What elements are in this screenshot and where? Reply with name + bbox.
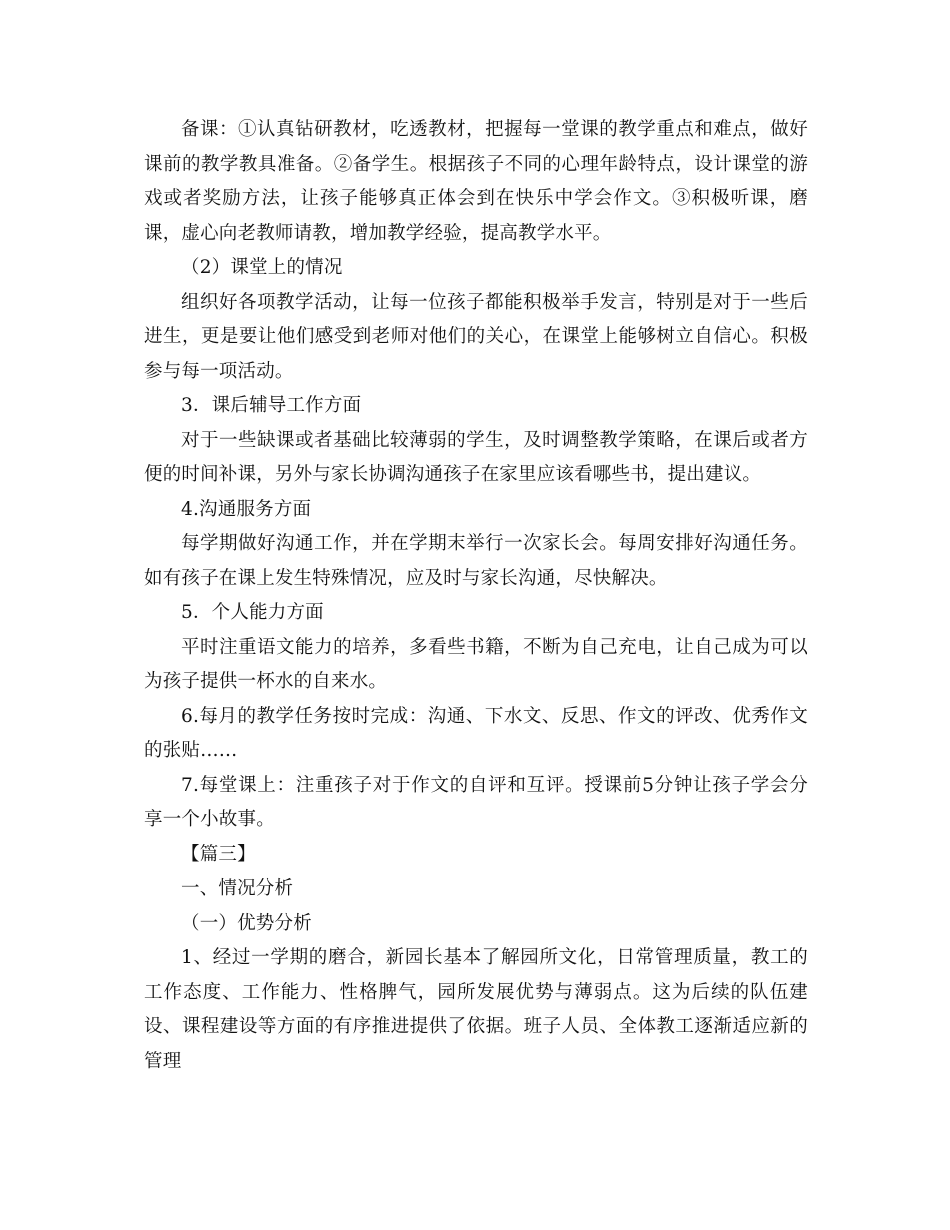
section-title-part-three: 【篇三】 [181,843,256,865]
paragraph-classroom-activities: 组织好各项教学活动，让每一位孩子都能积极举手发言，特别是对于一些后进生，更是要让他们感受到老师对他们的关心，在课堂上能够树立自信心。积极参与每一项活动。 [144,291,808,382]
document-body [144,113,808,1079]
heading-communication-service: 4.沟通服务方面 [181,498,312,520]
paragraph-lesson-prep: 备课：①认真钻研教材，吃透教材，把握每一堂课的教学重点和难点，做好课前的教学教具准备。②备学生。根据孩子不同的心理年龄特点，设计课堂的游戏或者奖励方法，让孩子能够真正体会到在快乐中学会作文。③积极听课，磨课，虚心向老教师请教，增加教学经验，提高教学水平。 [144,119,808,244]
paragraph-personal-ability: 平时注重语文能力的培养，多看些书籍，不断为自己充电，让自己成为可以为孩子提供一杯水的自来水。 [144,636,808,692]
paragraph-communication-service: 每学期做好沟通工作，并在学期末举行一次家长会。每周安排好沟通任务。如有孩子在课上发生特殊情况，应及时与家长沟通，尽快解决。 [144,533,808,589]
paragraph-after-class-tutoring: 对于一些缺课或者基础比较薄弱的学生，及时调整教学策略，在课后或者方便的时间补课，另外与家长协调沟通孩子在家里应该看哪些书，提出建议。 [144,429,808,485]
paragraph-strength-one: 1、经过一学期的磨合，新园长基本了解园所文化，日常管理质量，教工的工作态度、工作能力、性格脾气，园所发展优势与薄弱点。这为后续的队伍建设、课程建设等方面的有序推进提供了依据。班子人员、全体教工逐渐适应新的管理 [144,947,808,1072]
heading-strength-analysis: （一）优势分析 [181,912,312,934]
heading-classroom-situation: （2）课堂上的情况 [181,257,343,278]
heading-situation-analysis: 一、情况分析 [181,878,294,899]
heading-after-class-tutoring: 3．课后辅导工作方面 [181,395,362,416]
heading-personal-ability: 5．个人能力方面 [181,602,324,623]
paragraph-monthly-tasks: 6.每月的教学任务按时完成：沟通、下水文、反思、作文的评改、优秀作文的张贴…… [144,705,808,761]
paragraph-every-class: 7.每堂课上：注重孩子对于作文的自评和互评。授课前5分钟让孩子学会分享一个小故事。 [144,774,808,830]
